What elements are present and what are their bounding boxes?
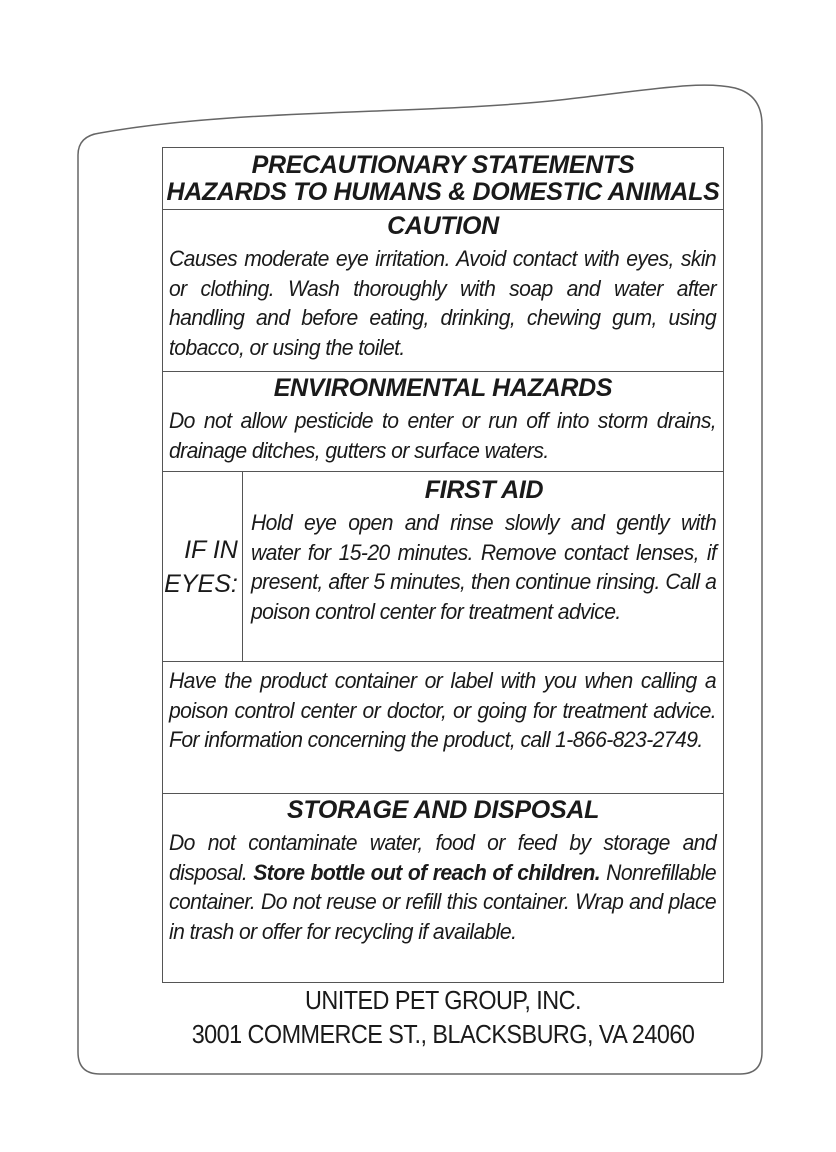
storage-warning-bold: Store bottle out of reach of children. bbox=[253, 859, 601, 885]
first-aid-condition bbox=[163, 472, 243, 661]
storage-title: STORAGE AND DISPOSAL bbox=[286, 796, 600, 824]
first-aid-text: Hold eye open and rinse slowly and gently with water for 15-20 minutes. Remove contact lenses, if present, after 5 minutes, then continue rinsing. Call a poison control center for treatment advice. bbox=[251, 510, 717, 624]
caution-title: CAUTION bbox=[387, 212, 499, 240]
storage-text-part-1: Do not contaminate water, food or feed by storage and disposal. bbox=[169, 830, 717, 885]
first-aid-instructions bbox=[243, 472, 723, 661]
company-address: 3001 COMMERCE ST., BLACKSBURG, VA 24060 bbox=[191, 1019, 695, 1049]
condition-line-1: IF IN bbox=[184, 535, 238, 564]
environmental-section bbox=[163, 372, 723, 472]
caution-section bbox=[163, 210, 723, 372]
environmental-title: ENVIRONMENTAL HAZARDS bbox=[273, 374, 613, 402]
condition-line-2: EYES: bbox=[164, 569, 238, 598]
storage-text bbox=[169, 828, 716, 946]
precautionary-title: PRECAUTIONARY STATEMENTS bbox=[251, 151, 635, 179]
storage-section bbox=[163, 794, 723, 982]
company-name: UNITED PET GROUP, INC. bbox=[305, 985, 581, 1015]
label-panel bbox=[162, 147, 724, 983]
info-text: Have the product container or label with you when calling a poison control center or doctor, or going for treatment advice. For information concerning the product, call 1-866-823-2749. bbox=[169, 668, 717, 752]
precautionary-section bbox=[163, 148, 723, 210]
storage-text-part-2: Nonrefillable container. Do not reuse or refill this container. Wrap and place in trash or offer for recycling if available. bbox=[169, 859, 717, 944]
caution-text: Causes moderate eye irritation. Avoid contact with eyes, skin or clothing. Wash thoroughly with soap and water after handling and before eating, drinking, chewing gum, using tobacco, or using the toilet. bbox=[169, 246, 717, 360]
first-aid-section bbox=[163, 472, 723, 662]
first-aid-title: FIRST AID bbox=[424, 476, 544, 504]
environmental-text: Do not allow pesticide to enter or run off into storm drains, drainage ditches, gutters or surface waters. bbox=[169, 408, 717, 463]
info-section bbox=[163, 662, 723, 794]
hazards-subtitle: HAZARDS TO HUMANS & DOMESTIC ANIMALS bbox=[166, 178, 720, 206]
